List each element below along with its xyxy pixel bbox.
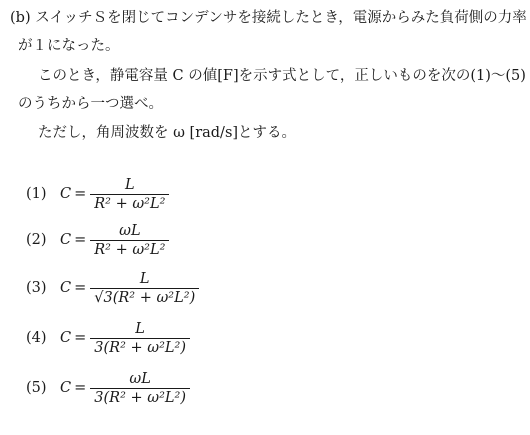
answer-option-5[interactable]: [26, 364, 190, 412]
numerator: L: [135, 320, 145, 337]
denominator: 3(R² + ω²L²): [90, 388, 190, 406]
option-number: (5): [26, 380, 47, 396]
option-number: (1): [26, 186, 47, 202]
equals-sign: =: [74, 330, 87, 346]
option-lhs: C: [60, 330, 72, 346]
fraction: [90, 371, 190, 406]
fraction: [90, 223, 169, 258]
denominator: √3(R² + ω²L²): [90, 288, 199, 306]
option-lhs: C: [60, 186, 72, 202]
answer-option-3[interactable]: [26, 264, 199, 312]
option-lhs: C: [60, 280, 72, 296]
denominator: R² + ω²L²: [90, 194, 169, 212]
numerator: ωL: [119, 222, 141, 239]
answer-option-4[interactable]: [26, 314, 190, 362]
question-line-2-cont: のうちから一つ選べ。: [18, 96, 163, 112]
option-number: (2): [26, 232, 47, 248]
fraction: [90, 321, 190, 356]
fraction: [90, 271, 199, 306]
option-lhs: C: [60, 380, 72, 396]
option-lhs: C: [60, 232, 72, 248]
numerator: ωL: [129, 370, 151, 387]
answer-option-2[interactable]: [26, 216, 169, 264]
question-line-1-cont: が１になった。: [18, 38, 120, 54]
option-number: (3): [26, 280, 47, 296]
fraction: [90, 177, 169, 212]
equals-sign: =: [74, 232, 87, 248]
question-line-2: このとき，静電容量 C の値[F]を示す式として，正しいものを次の(1)～(5): [38, 68, 526, 84]
question-line-3: ただし，角周波数を ω [rad/s]とする。: [38, 125, 297, 141]
question-line-1: (b) スイッチＳを閉じてコンデンサを接続したとき，電源からみた負荷側の力率: [10, 10, 527, 26]
equals-sign: =: [74, 380, 87, 396]
denominator: R² + ω²L²: [90, 240, 169, 258]
answer-option-1[interactable]: [26, 170, 169, 218]
denominator: 3(R² + ω²L²): [90, 338, 190, 356]
equals-sign: =: [74, 280, 87, 296]
option-number: (4): [26, 330, 47, 346]
numerator: L: [139, 270, 150, 287]
numerator: L: [125, 176, 135, 193]
equals-sign: =: [74, 186, 87, 202]
